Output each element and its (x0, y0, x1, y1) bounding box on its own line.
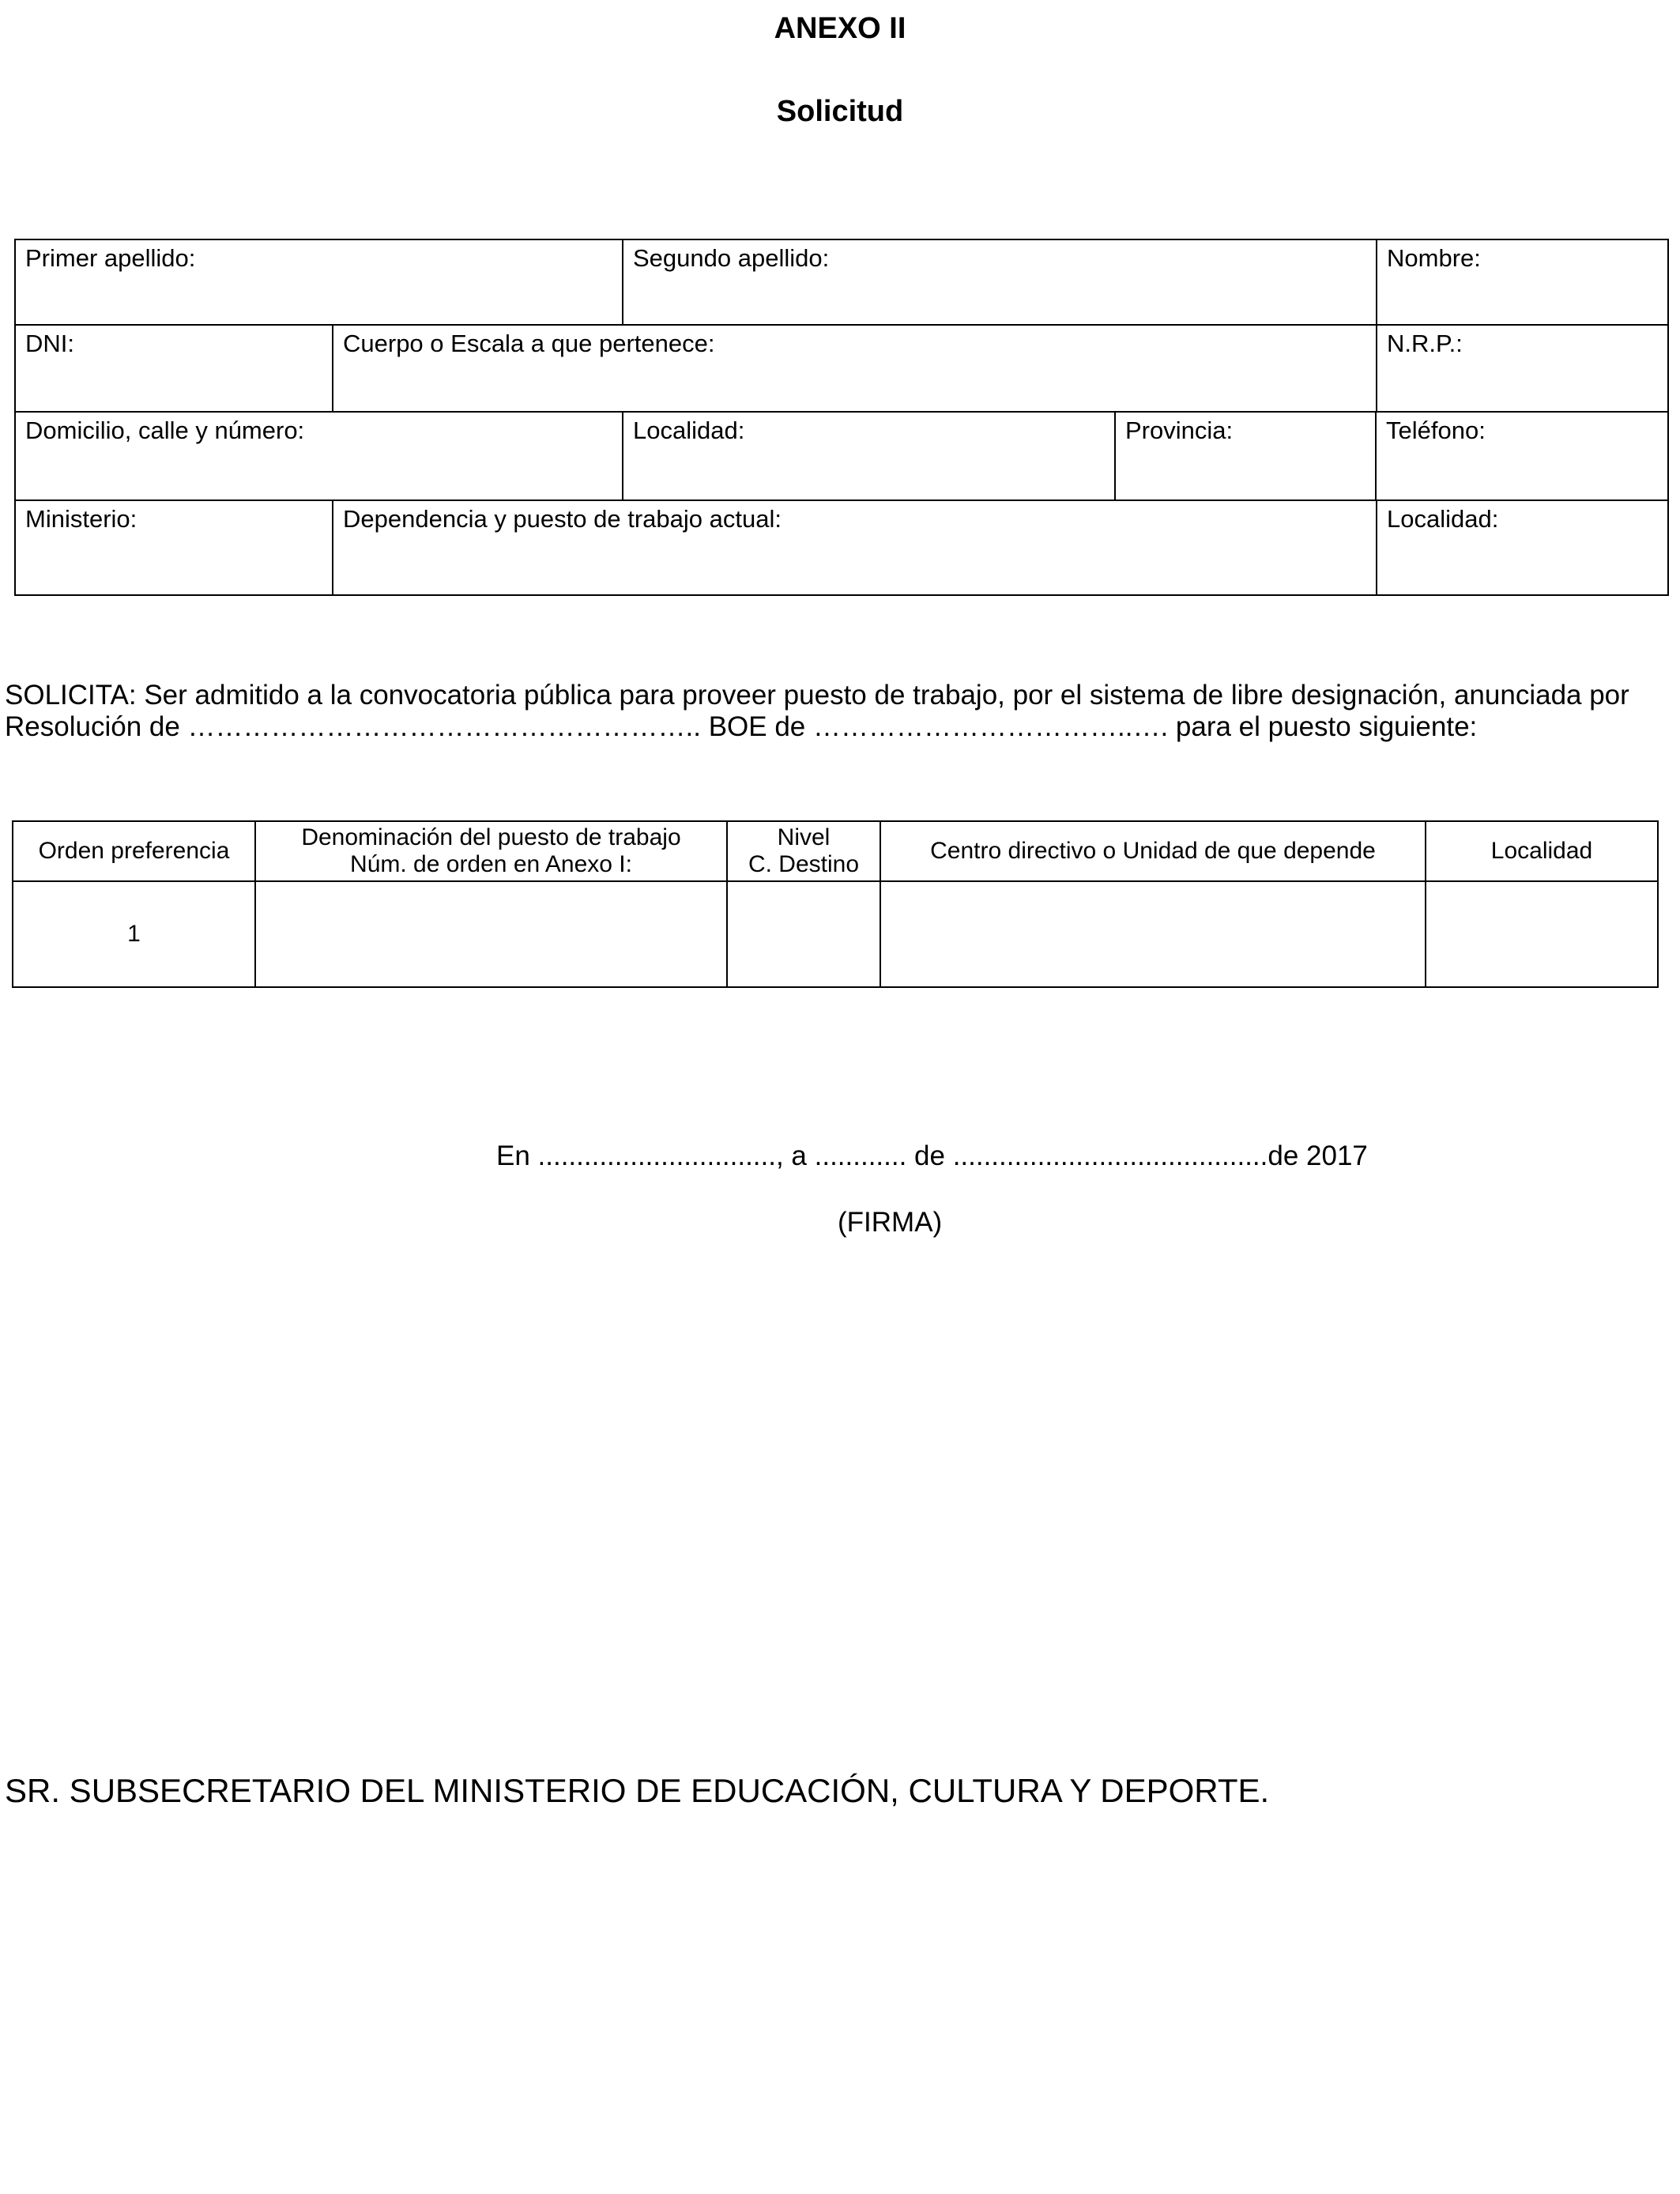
localidad-actual-field[interactable] (1377, 500, 1668, 595)
date-line: En ..............................., a ............ de .........................................de 2017 (496, 1140, 1368, 1171)
address-subtable (623, 413, 1669, 499)
field-label: Localidad: (633, 417, 745, 444)
applicant-data-table (14, 239, 1669, 596)
provincia-field[interactable] (1115, 413, 1376, 499)
header-denominacion-line2: Núm. de orden en Anexo I: (350, 851, 632, 877)
header-denominacion (255, 821, 727, 881)
field-label: DNI: (25, 330, 74, 357)
table-row (13, 881, 1658, 987)
cell-centro[interactable] (880, 881, 1426, 987)
header-nivel-line2: C. Destino (748, 851, 860, 877)
field-label: Segundo apellido: (633, 244, 830, 272)
header-centro: Centro directivo o Unidad de que depende (880, 821, 1426, 881)
domicilio-field[interactable] (15, 412, 623, 500)
field-label: Primer apellido: (25, 244, 196, 272)
field-label: Localidad: (1387, 505, 1499, 533)
table-row (15, 500, 1668, 595)
nombre-field[interactable] (1377, 239, 1668, 325)
field-label: Ministerio: (25, 505, 137, 533)
address-subfields (623, 412, 1668, 500)
cell-nivel[interactable] (727, 881, 880, 987)
table-row (15, 412, 1668, 500)
field-label: Nombre: (1387, 244, 1481, 272)
table-row (15, 239, 1668, 325)
page-title: ANEXO II (774, 12, 906, 45)
cuerpo-escala-field[interactable] (333, 325, 1377, 412)
header-nivel (727, 821, 880, 881)
dependencia-field[interactable] (333, 500, 1377, 595)
cell-denominacion[interactable] (255, 881, 727, 987)
nrp-field[interactable] (1377, 325, 1668, 412)
table-header-row (13, 821, 1658, 881)
solicita-paragraph: SOLICITA: Ser admitido a la convocatoria pública para proveer puesto de trabajo, por el sistema de libre designación, anunciada por Resolución de ……………………………………………….. BOE de ……………………………..…. para el puesto siguiente: (5, 680, 1629, 743)
field-label: N.R.P.: (1387, 330, 1463, 357)
page-subtitle: Solicitud (776, 95, 904, 128)
dni-field[interactable] (15, 325, 333, 412)
header-nivel-line1: Nivel (777, 824, 831, 850)
localidad-field[interactable] (623, 413, 1115, 499)
addressee-line: SR. SUBSECRETARIO DEL MINISTERIO DE EDUCACIÓN, CULTURA Y DEPORTE. (5, 1772, 1270, 1809)
primer-apellido-field[interactable] (15, 239, 623, 325)
telefono-field[interactable] (1376, 413, 1669, 499)
field-label: Teléfono: (1386, 417, 1486, 444)
field-label: Provincia: (1125, 417, 1234, 444)
table-row (15, 325, 1668, 412)
firma-label: (FIRMA) (838, 1207, 943, 1238)
field-label: Cuerpo o Escala a que pertenece: (343, 330, 715, 357)
header-orden: Orden preferencia (13, 821, 255, 881)
header-localidad: Localidad (1426, 821, 1658, 881)
ministerio-field[interactable] (15, 500, 333, 595)
cell-orden: 1 (13, 881, 255, 987)
positions-table (12, 820, 1659, 988)
field-label: Domicilio, calle y número: (25, 417, 305, 444)
field-label: Dependencia y puesto de trabajo actual: (343, 505, 782, 533)
cell-localidad[interactable] (1426, 881, 1658, 987)
header-denominacion-line1: Denominación del puesto de trabajo (301, 824, 681, 850)
segundo-apellido-field[interactable] (623, 239, 1377, 325)
